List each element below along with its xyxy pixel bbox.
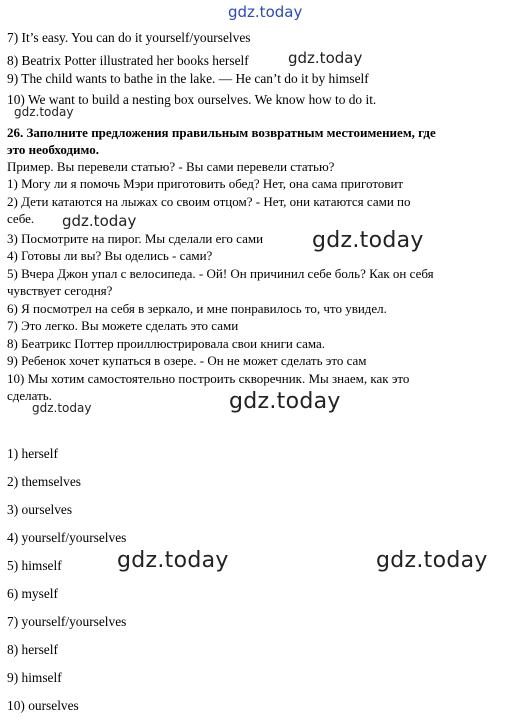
exercise-line: 9) Ребенок хочет купаться в озере. - Он не может сделать это сам bbox=[7, 353, 367, 368]
english-line-8: 8) Beatrix Potter illustrated her books herself bbox=[7, 53, 249, 68]
watermark-top: gdz.today bbox=[228, 3, 303, 21]
watermark: gdz.today bbox=[14, 105, 74, 119]
answer-item: 6) myself bbox=[7, 586, 58, 601]
watermark: gdz.today bbox=[288, 49, 363, 67]
exercise-line: 5) Вчера Джон упал с велосипеда. - Ой! Он причинил себе боль? Как он себя bbox=[7, 266, 434, 281]
exercise-line: 10) Мы хотим самостоятельно построить скворечник. Мы знаем, как это bbox=[7, 371, 410, 386]
exercise-line: себе. bbox=[7, 211, 35, 226]
answer-item: 3) ourselves bbox=[7, 502, 73, 517]
watermark: gdz.today bbox=[376, 548, 488, 573]
exercise-title-cont: это необходимо. bbox=[7, 142, 99, 157]
exercise-line: 4) Готовы ли вы? Вы оделись - сами? bbox=[7, 248, 213, 263]
english-line-7: 7) It’s easy. You can do it yourself/yourselves bbox=[7, 30, 251, 45]
exercise-line: сделать. bbox=[7, 388, 52, 403]
answer-item: 10) ourselves bbox=[7, 698, 79, 713]
english-line-10: 10) We want to build a nesting box ourselves. We know how to do it. bbox=[7, 92, 377, 107]
exercise-line: 3) Посмотрите на пирог. Мы сделали его сами bbox=[7, 231, 264, 246]
exercise-example: Пример. Вы перевели статью? - Вы сами перевели статью? bbox=[7, 159, 335, 174]
watermark: gdz.today bbox=[312, 228, 424, 253]
exercise-line: 6) Я посмотрел на себя в зеркало, и мне понравилось то, что увидел. bbox=[7, 301, 387, 316]
answer-item: 8) herself bbox=[7, 642, 58, 657]
watermark: gdz.today bbox=[32, 401, 92, 415]
exercise-line: 2) Дети катаются на лыжах со своим отцом? - Нет, они катаются сами по bbox=[7, 194, 411, 209]
answer-item: 7) yourself/yourselves bbox=[7, 614, 127, 629]
exercise-line: 8) Беатрикс Поттер проиллюстрировала свои книги сама. bbox=[7, 336, 325, 351]
answer-item: 9) himself bbox=[7, 670, 62, 685]
watermark: gdz.today bbox=[62, 212, 137, 230]
watermark: gdz.today bbox=[117, 548, 229, 573]
exercise-line: чувствует сегодня? bbox=[7, 283, 113, 298]
answer-item: 5) himself bbox=[7, 558, 62, 573]
answer-item: 1) herself bbox=[7, 446, 58, 461]
exercise-line: 7) Это легко. Вы можете сделать это сами bbox=[7, 318, 239, 333]
exercise-title: 26. Заполните предложения правильным возвратным местоимением, где bbox=[7, 125, 436, 140]
answer-item: 2) themselves bbox=[7, 474, 82, 489]
answer-item: 4) yourself/yourselves bbox=[7, 530, 127, 545]
watermark: gdz.today bbox=[229, 389, 341, 414]
exercise-line: 1) Могу ли я помочь Мэри приготовить обед? Нет, она сама приготовит bbox=[7, 176, 404, 191]
english-line-9: 9) The child wants to bathe in the lake. — He can’t do it by himself bbox=[7, 71, 369, 86]
